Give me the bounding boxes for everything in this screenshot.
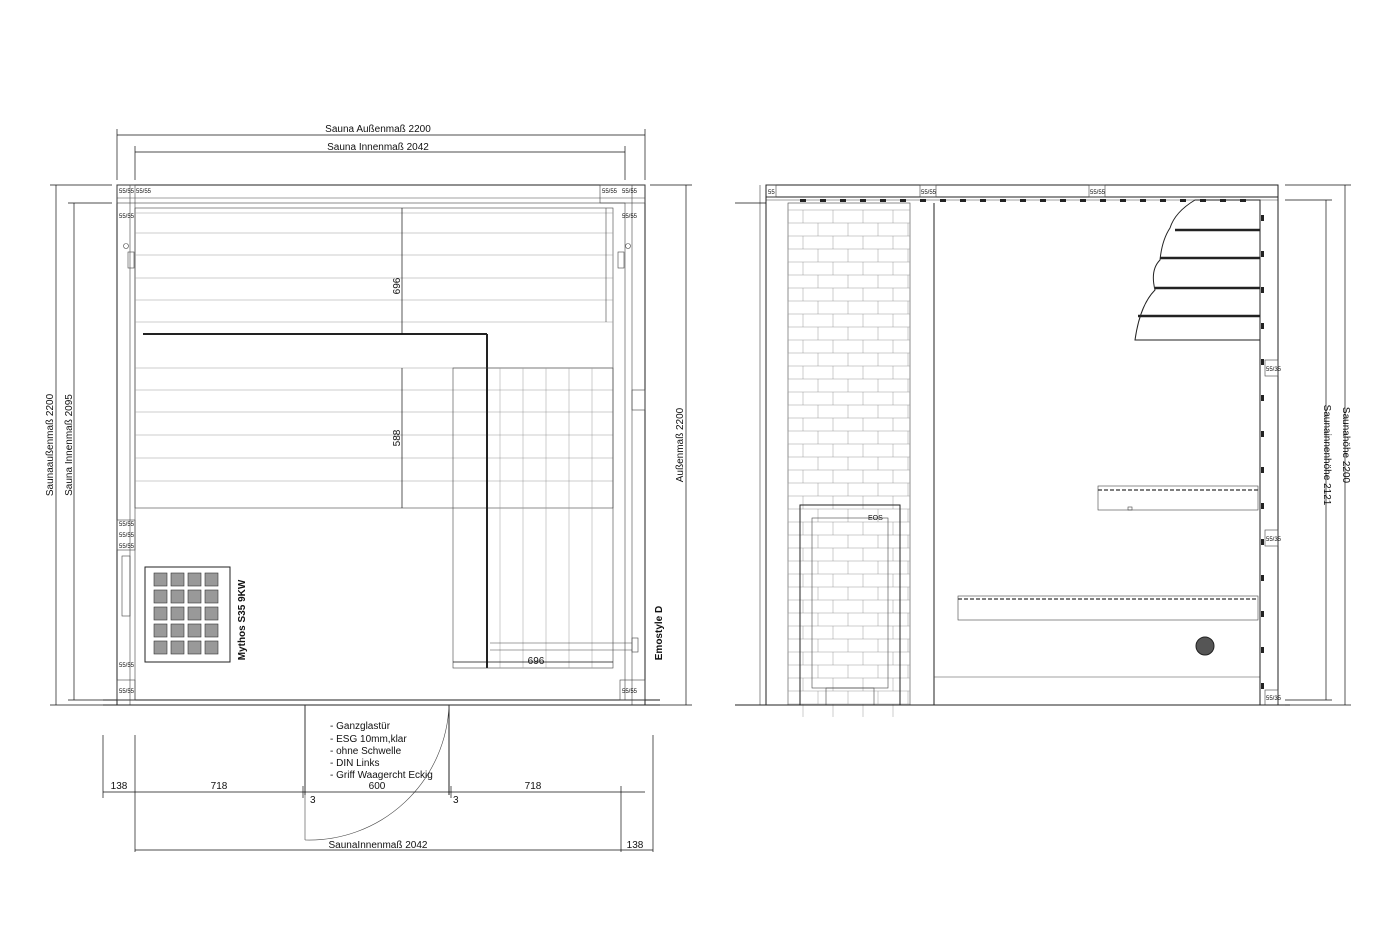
panel-tag-7: 55/55	[119, 522, 135, 528]
heater-stone	[188, 590, 201, 603]
roof-tag-1: 55/55	[921, 190, 937, 196]
floor-plan	[45, 124, 692, 852]
heater-brand: EOS	[868, 515, 883, 522]
heater-stone	[188, 624, 201, 637]
dim-left-wall: 138	[110, 781, 128, 792]
dim-left-span: 718	[210, 781, 228, 792]
bench-lower-depth: 588	[392, 429, 403, 447]
heater-stone	[205, 573, 218, 586]
heater-stone	[171, 624, 184, 637]
left-dimensions	[45, 185, 112, 705]
side-tag-3: 55/35	[1266, 696, 1282, 702]
dim-gap-left: 3	[310, 795, 316, 806]
heater-stones	[154, 573, 218, 654]
heater-stone	[171, 607, 184, 620]
top-dimensions	[117, 124, 645, 180]
height-inner-label: Saunainnenhöhe 2121	[1321, 404, 1332, 506]
panel-tag-8: 55/55	[119, 533, 135, 539]
panel-tag-3: 55/55	[602, 189, 618, 195]
heater-stone	[205, 607, 218, 620]
panel-tag-1: 55/55	[119, 189, 135, 195]
bench-side-width: 696	[527, 656, 545, 667]
roof-bolts	[800, 199, 1246, 202]
door-note-1: - Ganzglastür	[330, 721, 391, 732]
heater-stone	[205, 590, 218, 603]
inner-depth-label: Sauna Innenmaß 2095	[64, 394, 75, 496]
heater-stone	[154, 607, 167, 620]
control-label: Emostyle D	[654, 605, 665, 661]
door-notes	[330, 721, 433, 781]
panel-tag-6: 55/55	[622, 214, 638, 220]
heater-stone	[188, 607, 201, 620]
door-note-4: - DIN Links	[330, 758, 380, 769]
panel-tag-10: 55/55	[119, 663, 135, 669]
panel-tag-12: 55/55	[622, 689, 638, 695]
door-note-3: - ohne Schwelle	[330, 746, 402, 757]
heater-stone	[188, 573, 201, 586]
right-outer-label: Außenmaß 2200	[675, 407, 686, 483]
elevation-view	[735, 185, 1351, 717]
panel-tag-11: 55/55	[119, 689, 135, 695]
walls	[103, 185, 660, 705]
side-tag-1: 55/35	[1266, 367, 1282, 373]
heater-stone	[188, 641, 201, 654]
speaker-icon	[1196, 637, 1214, 655]
panel-tag-5: 55/55	[119, 214, 135, 220]
elevation-benches	[934, 200, 1260, 677]
dim-right-span: 718	[524, 781, 542, 792]
top-tag: 55	[768, 190, 775, 196]
brick-wall	[788, 203, 910, 717]
elevation-right-wall	[1260, 185, 1282, 705]
panel-tag-9: 55/55	[119, 544, 135, 550]
heater-stone	[154, 624, 167, 637]
heater-stone	[171, 641, 184, 654]
bench-upper-depth: 696	[392, 277, 403, 295]
heater-stone	[154, 641, 167, 654]
heater-label: Mythos S35 9KW	[237, 579, 248, 661]
heater-stone	[205, 624, 218, 637]
outer-depth-label: Saunaaußenmaß 2200	[45, 393, 56, 497]
heater	[145, 567, 248, 662]
side-tag-2: 55/35	[1266, 537, 1282, 543]
heater-stone	[205, 641, 218, 654]
roof-tag-2: 55/55	[1090, 190, 1106, 196]
dim-gap-right: 3	[453, 795, 459, 806]
dim-door-width: 600	[368, 781, 386, 792]
side-bench	[453, 368, 638, 668]
heater-stone	[154, 573, 167, 586]
inner-width-label: Sauna Innenmaß 2042	[327, 142, 429, 153]
dim-right-wall: 138	[626, 840, 644, 851]
heater-stone	[171, 573, 184, 586]
heater-stone	[171, 590, 184, 603]
dim-inner-total: SaunaInnenmaß 2042	[328, 840, 428, 851]
door-note-2: - ESG 10mm,klar	[330, 734, 407, 745]
outer-width-label: Sauna Außenmaß 2200	[325, 124, 431, 135]
elevation-dimensions	[1285, 185, 1351, 705]
height-outer-label: Saunahöhe 2200	[1340, 406, 1351, 484]
door-note-5: - Griff Waagercht Eckig	[330, 770, 433, 781]
heater-stone	[154, 590, 167, 603]
panel-tag-2: 55/55	[136, 189, 152, 195]
panel-tag-4: 55/55	[622, 189, 638, 195]
